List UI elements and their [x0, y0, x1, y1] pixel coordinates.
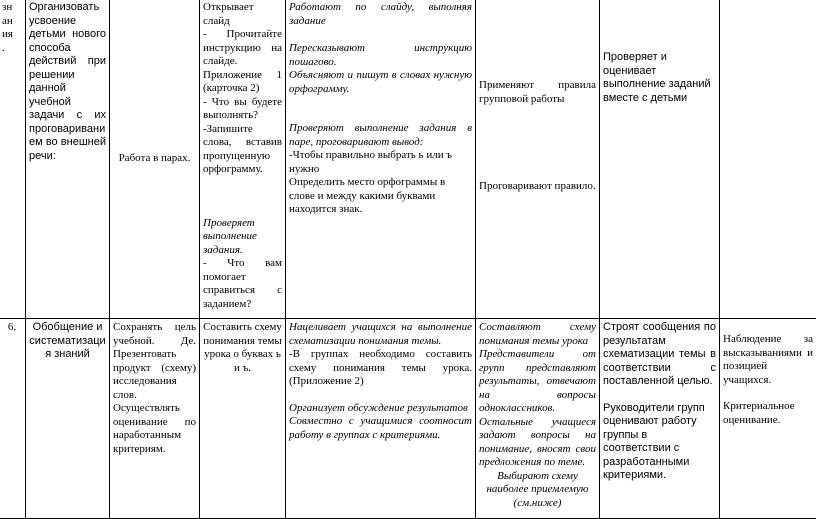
teacher-activity: Открывает слайд - Прочитайте инструкцию на слайде. Приложение 1 (карточка 2) - Что вы будете выполнять? -Запишите слова, вставив пропущенную орфограмму. [203, 1, 282, 177]
stage-number-cell [0, 319, 26, 519]
work-form-cell [110, 319, 200, 519]
students-activity-1: Нацеливает учащихся на выполнение схематизации понимания темы. [289, 321, 472, 348]
stage-goal: Обобщение и систематизаци я знаний [29, 321, 105, 360]
students-activity-3: Проверяют выполнение задания в паре, проговаривают вывод: [289, 122, 472, 149]
control-line-1: Строят сообщения по результатам схематизации темы в соответствии с поставленной целью. [603, 321, 716, 389]
work-form: Работа в парах. [119, 152, 191, 164]
stage-goal-cell [26, 319, 110, 519]
results-cell [476, 0, 600, 319]
extra-cell [720, 319, 816, 519]
control-cell [600, 319, 720, 519]
stage-goal-cell [26, 0, 110, 319]
result-line-1: Применяют правила групповой работы [479, 79, 596, 106]
stage-label: зн ан ия . [2, 1, 22, 55]
students-activity-3: Организует обсуждение результатов Совместно с учащимися соотносит работу в группах с критериями. [289, 402, 472, 443]
stage-label: 6. [2, 321, 22, 335]
teacher-check: Проверяет выполнение задания. [203, 217, 282, 258]
students-activity-cell [286, 319, 476, 519]
teacher-activity-cell [200, 319, 286, 519]
students-conclusion: -Чтобы правильно выбрать ь или ъ нужно Определить место орфограммы в слове и между какими буквами находится знак. [289, 149, 472, 217]
stage-number-cell [0, 0, 26, 319]
result-line-2: Выбирают схему наиболее приемлемую (см.ниже) [479, 470, 596, 511]
stage-goal: Организовать усвоение детьми нового способа действий при решении данной учебной задачи с их проговаривани ем во внешней речи: [29, 1, 106, 163]
extra-line-1: Наблюдение за высказываниями и позицией учащихся. [723, 333, 813, 387]
students-activity-2: -В группах необходимо составить схему понимания темы урока. (Приложение 2) [289, 348, 472, 389]
work-form-cell [110, 0, 200, 319]
students-activity-2: Пересказывают инструкцию пошагово. Объясняют и пишут в словах нужную орфограмму. [289, 42, 472, 96]
control-line-2: Руководители групп оценивают работу группы в соответствии с разработанными критериями. [603, 402, 716, 483]
results-cell [476, 319, 600, 519]
result-line-2: Проговаривают правило. [479, 180, 596, 194]
table-row [0, 319, 816, 519]
extra-cell [720, 0, 816, 319]
students-activity-1: Работают по слайду, выполняя задание [289, 1, 472, 28]
extra-line-2: Критериальное оценивание. [723, 400, 813, 427]
teacher-activity: Составить схему понимания темы урока о буквах ь и ъ. [203, 321, 282, 375]
work-form: Сохранять цель учебной. Де. Презентовать продукт (схему) исследования слов. Осуществлять оценивание по наработанным критериям. [113, 321, 196, 456]
control-cell [600, 0, 720, 319]
result-line-1: Составляют схему понимания темы урока Представители от групп представляют результаты, отвечают на вопросы одноклассников. Остальные учащиеся задают вопросы на понимание, вносят свои предложения по теме. [479, 321, 596, 470]
control-text: Проверяет и оценивает выполнение заданий вместе с детьми [603, 51, 716, 105]
teacher-activity-cell [200, 0, 286, 319]
teacher-question: - Что вам помогает справиться с заданием? [203, 257, 282, 311]
students-activity-cell [286, 0, 476, 319]
